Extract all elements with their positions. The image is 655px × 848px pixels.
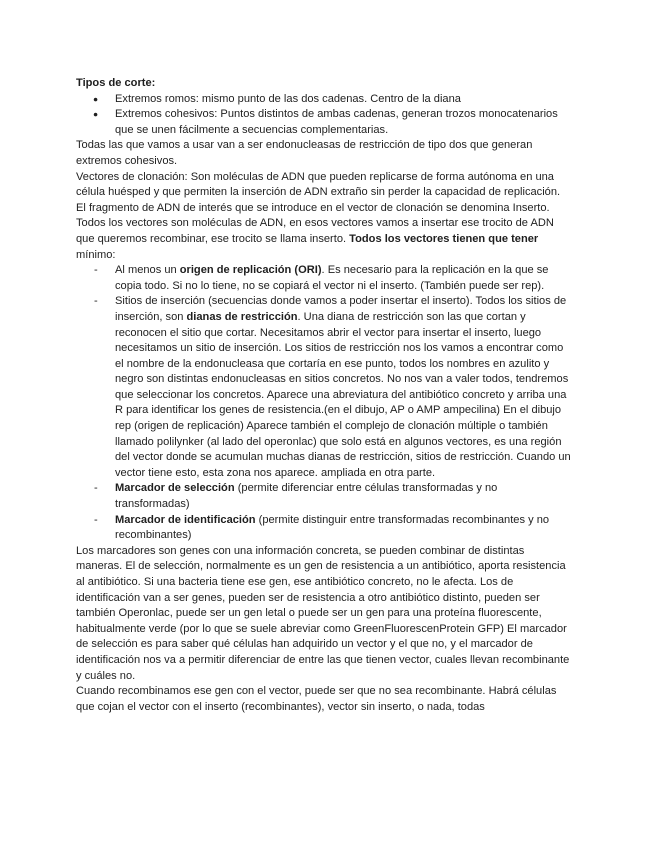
req-post: . Es necesario para la replicación en la que se copia todo. Si no lo tiene, no se copiará el vector ni el inserto. (También puede ser rep). [115,264,549,292]
todos-tail: mínimo: [76,248,116,261]
req-post: . Una diana de restricción son las que cortan y reconocen el sitio que cortar. Necesitamos abrir el vector para insertar el inserto, luego necesitamos un sitio de inserción. Los sitios de restricción nos los vamos a encontrar como el nombre de la endonucleasa que cortaría en ese punto, todos los nombres en azulito y negro son distintas endonucleasas en sitios concretos. No nos van a valer todos, tendremos que seleccionar los concretos. Aparece una abreviatura del antibiótico concreto y arriba una R para identificar los genes de resistencia.(en el dibujo, AP o AMP ampecilina) En el dibujo rep (origen de replicación) Aparece también el complejo de clonación múltiple o también llamado polilynker (al lado del operonlac) que solo está en algunos vectores, es una región del vector donde se acumulan muchas dianas de restricción, sitios de restricción. Cuando un vector tiene esto, esta zona nos aparece. ampliada en otra parte. [115,310,571,479]
heading-tipos-de-corte: Tipos de corte: [76,77,156,89]
paragraph-todos-los-vectores [76,216,572,263]
bullet-list-tipos-de-corte [76,92,572,139]
bullet-item-extremos-romos: ● Extremos romos: mismo punto de las dos cadenas. Centro de la diana [76,92,572,108]
todos-bold: Todos los vectores tienen que tener [349,232,539,245]
paragraph-recombinamos: Cuando recombinamos ese gen con el vector, puede ser que no sea recombinante. Habrá células que cojan el vector con el inserto (recombinantes), vector sin inserto, o nada, todas [76,685,557,713]
list-item-marcador-identificacion [76,513,572,544]
document-body [76,76,572,715]
list-item-origen-replicacion [76,263,572,294]
req-pre: Sitios de inserción (secuencias donde vamos a poder insertar el inserto). Todos los sitios de inserción, son [115,295,567,323]
list-item-sitios-insercion [76,294,572,481]
req-bold: dianas de restricción [186,310,298,323]
paragraph-vectores-de-clonacion: Vectores de clonación: Son moléculas de ADN que pueden replicarse de forma autónoma en una célula huésped y que permiten la inserción de ADN extraño sin perder la capacidad de replicación. El fragmento de ADN de interés que se introduce en el vector de clonación se denomina Inserto. [76,170,561,214]
list-item-marcador-seleccion [76,481,572,512]
req-bold: Marcador de identificación [115,513,256,526]
todos-text: Todos los vectores son moléculas de ADN, en esos vectores vamos a insertar ese trocito de ADN que queremos recombinar, ese trocito se llama inserto. [76,217,554,245]
bullet-item-extremos-cohesivos: ● Extremos cohesivos: Puntos distintos de ambas cadenas, generan trozos monocatenarios que se unen fácilmente a secuencias complementarias. [76,107,572,138]
dash-list-requisitos [76,263,572,544]
req-bold: origen de replicación (ORI) [179,264,322,277]
req-post: (permite distinguir entre transformadas recombinantes y no recombinantes) [115,513,550,542]
req-bold: Marcador de selección [115,482,235,495]
paragraph-marcadores: Los marcadores son genes con una información concreta, se pueden combinar de distintas maneras. El de selección, normalmente es un gen de resistencia a un antibiótico, aporta resistencia al antibiótico. Si una bacteria tiene ese gen, ese antibiótico concreto, no le afecta. Los de identificación van a ser genes, pueden ser de resistencia a otro antibiótico distinto, pueden ser también Operonlac, puede ser un gen letal o puede ser un gen para una proteína fluorescente, habitualmente verde (por lo que se suele abreviar como GreenFluorescenProtein GFP) El marcador de selección es para saber qué células han adquirido un vector y el que no, y el marcador de identificación nos va a permitir diferenciar de entre las que tienen vector, cuales llevan recombinante y cuáles no. [76,544,570,682]
req-pre: Al menos un [115,264,180,277]
paragraph-endonucleasas: Todas las que vamos a usar van a ser endonucleasas de restricción de tipo dos que generan extremos cohesivos. [76,139,533,167]
req-post: (permite diferenciar entre células transformadas y no transformadas) [115,482,498,511]
